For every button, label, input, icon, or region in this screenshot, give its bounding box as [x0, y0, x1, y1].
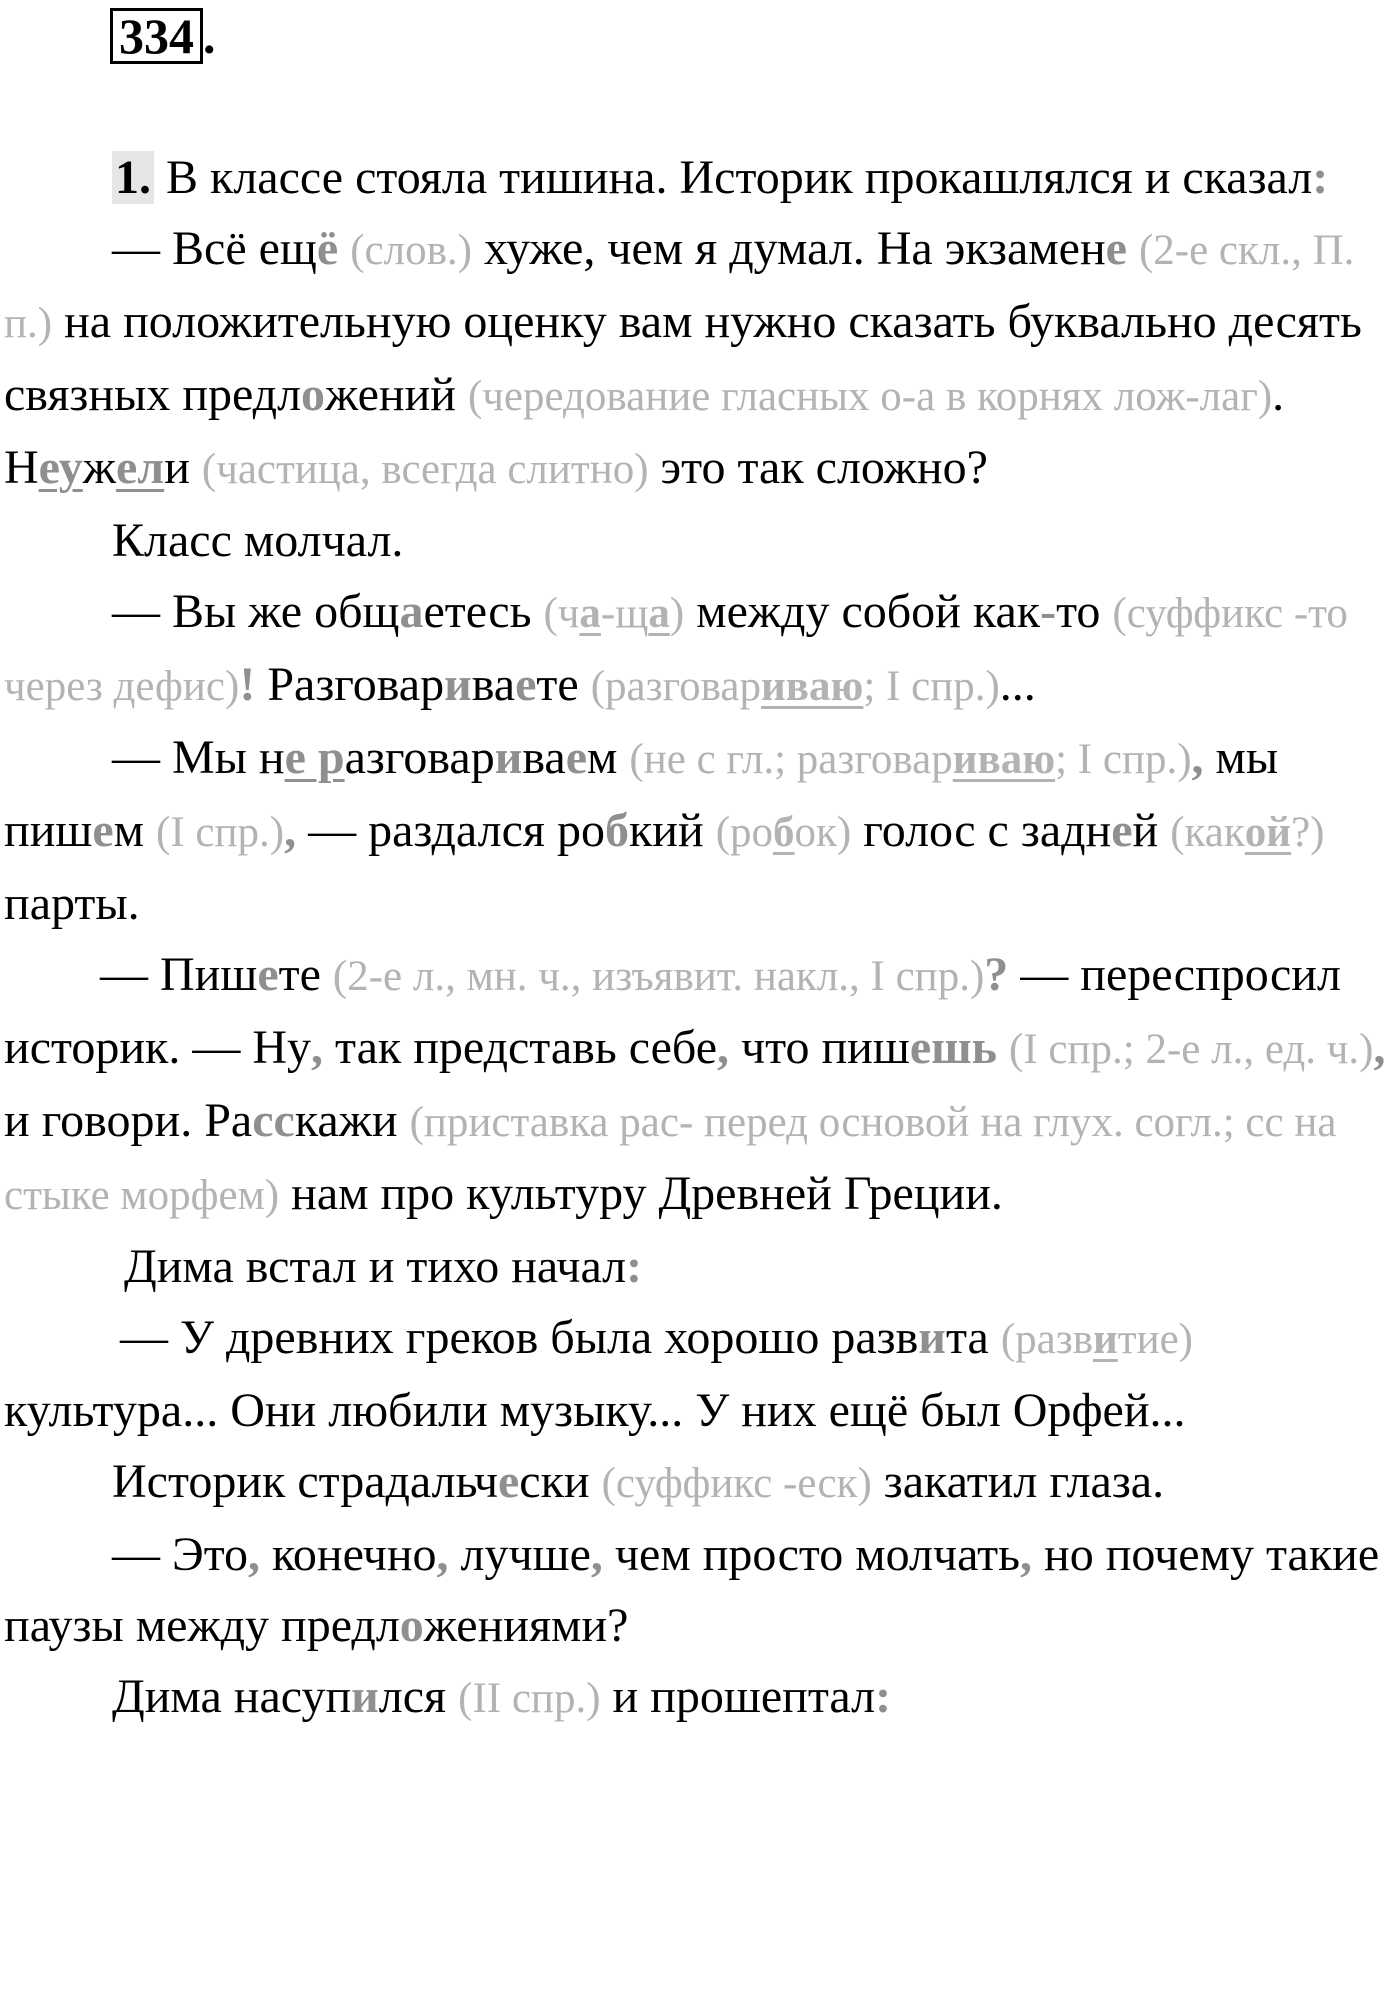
text-run: лучше: [448, 1528, 591, 1581]
text-run: етесь: [423, 585, 544, 638]
spelling-highlight: :: [626, 1240, 643, 1293]
text-run: и говори. Ра: [4, 1094, 253, 1147]
spelling-highlight: е: [565, 731, 588, 784]
text-run: чем просто молчать: [602, 1528, 1021, 1581]
grammar-comment: (ро: [715, 809, 774, 856]
text-run: то: [1056, 585, 1113, 638]
grammar-comment: (2-е скл., П. п.): [4, 227, 1355, 347]
spelling-highlight: е: [1111, 804, 1133, 857]
spelling-highlight: -: [1040, 585, 1057, 638]
paragraph: [4, 939, 1400, 1231]
spelling-highlight: ,: [1191, 731, 1204, 784]
spelling-highlight: ,: [284, 804, 297, 857]
spelling-highlight: ,: [311, 1021, 324, 1074]
grammar-comment: ?): [1291, 809, 1325, 856]
text-run: ж: [82, 441, 116, 494]
text-run: голос с задн: [851, 804, 1112, 857]
grammar-comment: (разговар: [590, 663, 761, 710]
spelling-highlight: о: [399, 1599, 424, 1652]
spelling-highlight: и: [351, 1670, 379, 1723]
spelling-highlight: е: [515, 658, 537, 711]
spelling-highlight: е: [92, 804, 114, 857]
text-run: — переспросил историк. — Ну: [4, 948, 1341, 1074]
spelling-highlight: ,: [436, 1528, 449, 1581]
paragraph: [4, 722, 1400, 939]
spelling-highlight: б: [604, 804, 629, 857]
spelling-highlight: ел: [115, 441, 165, 494]
text-run: культура... Они любили музыку... У них ещё был Орфей...: [4, 1384, 1186, 1437]
spelling-highlight: е: [497, 1455, 520, 1508]
text-run: м: [113, 804, 157, 857]
grammar-comment: (слов.): [350, 227, 472, 274]
spelling-highlight: ,: [1020, 1528, 1033, 1581]
text-run: конечно: [260, 1528, 437, 1581]
spelling-highlight: и: [494, 731, 523, 784]
grammar-comment: -щ: [600, 590, 649, 637]
text-run: но почему такие паузы между предл: [4, 1528, 1380, 1652]
text-run: — раздался ро: [296, 804, 605, 857]
text-run: — Это: [112, 1528, 249, 1581]
text-run: те: [278, 948, 333, 1001]
text-run: ва: [471, 658, 516, 711]
grammar-comment: (ч: [543, 590, 580, 637]
paragraph: [4, 213, 1400, 505]
text-run: жений: [325, 368, 468, 421]
text-run: закатил глаза.: [871, 1455, 1165, 1508]
text-run: это так сложно?: [648, 441, 988, 494]
text-run: . Н: [4, 368, 1285, 494]
grammar-comment: тие): [1117, 1316, 1194, 1363]
spelling-highlight: ,: [590, 1528, 603, 1581]
text-run: лся: [378, 1670, 459, 1723]
text-run: [1127, 222, 1139, 275]
text-run: между собой как: [684, 585, 1041, 638]
text-run: ски: [519, 1455, 602, 1508]
grammar-comment: б: [773, 809, 795, 856]
spelling-highlight: еу: [38, 441, 83, 494]
grammar-comment: ок): [794, 809, 852, 856]
text-run: й: [1132, 804, 1171, 857]
text-run: кий: [628, 804, 716, 857]
grammar-comment: (чередование гласных о-а в корнях лож-лаг): [467, 373, 1273, 420]
spelling-highlight: о: [301, 368, 326, 421]
spelling-highlight: е: [1105, 222, 1127, 275]
grammar-comment: иваю: [952, 736, 1056, 783]
paragraph: [4, 142, 1400, 213]
grammar-comment: ой: [1244, 809, 1292, 856]
paragraph: [4, 1661, 1400, 1734]
spelling-highlight: ?: [984, 948, 1009, 1001]
exercise-number: [110, 8, 216, 64]
text-run: [997, 1021, 1009, 1074]
grammar-comment: (I спр.; 2-е л., ед. ч.): [1009, 1026, 1374, 1073]
text-run: что пиш: [729, 1021, 910, 1074]
spelling-highlight: !: [239, 658, 256, 711]
grammar-comment: иваю: [760, 663, 864, 710]
text-run: та: [945, 1311, 1001, 1364]
text-run: Дима встал и тихо начал: [124, 1240, 627, 1293]
spelling-highlight: ешь: [909, 1021, 998, 1074]
spelling-highlight: ,: [717, 1021, 729, 1074]
grammar-comment: ; I спр.): [863, 663, 1000, 710]
text-run: — Мы н: [112, 731, 285, 784]
text-run: ва: [522, 731, 566, 784]
grammar-comment: (частица, всегда слитно): [201, 446, 649, 493]
exercise-number-dot: .: [203, 8, 216, 64]
text-run: мы пиш: [4, 731, 1279, 857]
text-run: — У древних греков была хорошо разв: [120, 1311, 919, 1364]
spelling-highlight: е: [257, 948, 279, 1001]
text-run: на положительную оценку вам нужно сказать буквально десять связных предл: [4, 295, 1362, 421]
text-run: жениями?: [423, 1599, 629, 1652]
grammar-comment: и: [1093, 1316, 1118, 1363]
grammar-comment: (I спр.): [156, 809, 285, 856]
text-run: — Вы же общ: [112, 585, 400, 638]
text-run: кажи: [294, 1094, 410, 1147]
text-run: ...: [999, 658, 1036, 711]
grammar-comment: (разв: [1000, 1316, 1094, 1363]
spelling-highlight: :: [875, 1670, 892, 1723]
spelling-highlight: а: [399, 585, 424, 638]
exercise-number-box: 334: [110, 8, 203, 64]
paragraph: [4, 1519, 1400, 1661]
text-run: парты.: [4, 877, 140, 930]
grammar-comment: (II спр.): [458, 1675, 601, 1722]
paragraph: [4, 576, 1400, 722]
grammar-comment: а: [579, 590, 601, 637]
spelling-highlight: ,: [1373, 1021, 1386, 1074]
paragraph: [4, 1446, 1400, 1519]
spelling-highlight: ,: [248, 1528, 261, 1581]
grammar-comment: (не с гл.; разговар: [629, 736, 953, 783]
text-run: — Всё ещ: [112, 222, 317, 275]
grammar-comment: ): [669, 590, 685, 637]
text-run: Дима насуп: [112, 1670, 352, 1723]
grammar-comment: (суффикс -еск): [601, 1460, 872, 1507]
task-number: 1.: [112, 151, 154, 204]
grammar-comment: (2-е л., мн. ч., изъявит. накл., I спр.): [332, 953, 985, 1000]
grammar-comment: (как: [1170, 809, 1245, 856]
spelling-highlight: и: [444, 658, 472, 711]
spelling-highlight: сс: [252, 1094, 295, 1147]
text-run: м: [587, 731, 630, 784]
grammar-comment: (приставка рас- перед основой на глух. согл.; сс на стыке морфем): [4, 1099, 1337, 1219]
spelling-highlight: и: [918, 1311, 946, 1364]
text-run: Класс молчал.: [112, 514, 404, 567]
text-run: Историк страдальч: [112, 1455, 498, 1508]
text-run: [338, 222, 350, 275]
text-run: так представь себе: [323, 1021, 717, 1074]
exercise-text: [4, 142, 1400, 1734]
paragraph: [4, 1231, 1400, 1302]
spelling-highlight: ё: [316, 222, 339, 275]
grammar-comment: ; I спр.): [1055, 736, 1192, 783]
text-run: и: [164, 441, 202, 494]
text-run: В классе стояла тишина. Историк прокашлялся и сказал: [154, 151, 1313, 204]
text-run: хуже, чем я думал. На экзамен: [471, 222, 1106, 275]
text-run: и прошептал: [600, 1670, 876, 1723]
text-run: азговар: [344, 731, 495, 784]
text-run: — Пиш: [100, 948, 258, 1001]
grammar-comment: (суффикс -то через дефис): [4, 590, 1348, 710]
grammar-comment: а: [648, 590, 670, 637]
spelling-highlight: е р: [284, 731, 345, 784]
spelling-highlight: :: [1312, 151, 1329, 204]
text-run: Разговар: [255, 658, 445, 711]
paragraph: [4, 1302, 1400, 1446]
paragraph: [4, 505, 1400, 576]
text-run: те: [536, 658, 591, 711]
text-run: нам про культуру Древней Греции.: [279, 1167, 1003, 1220]
